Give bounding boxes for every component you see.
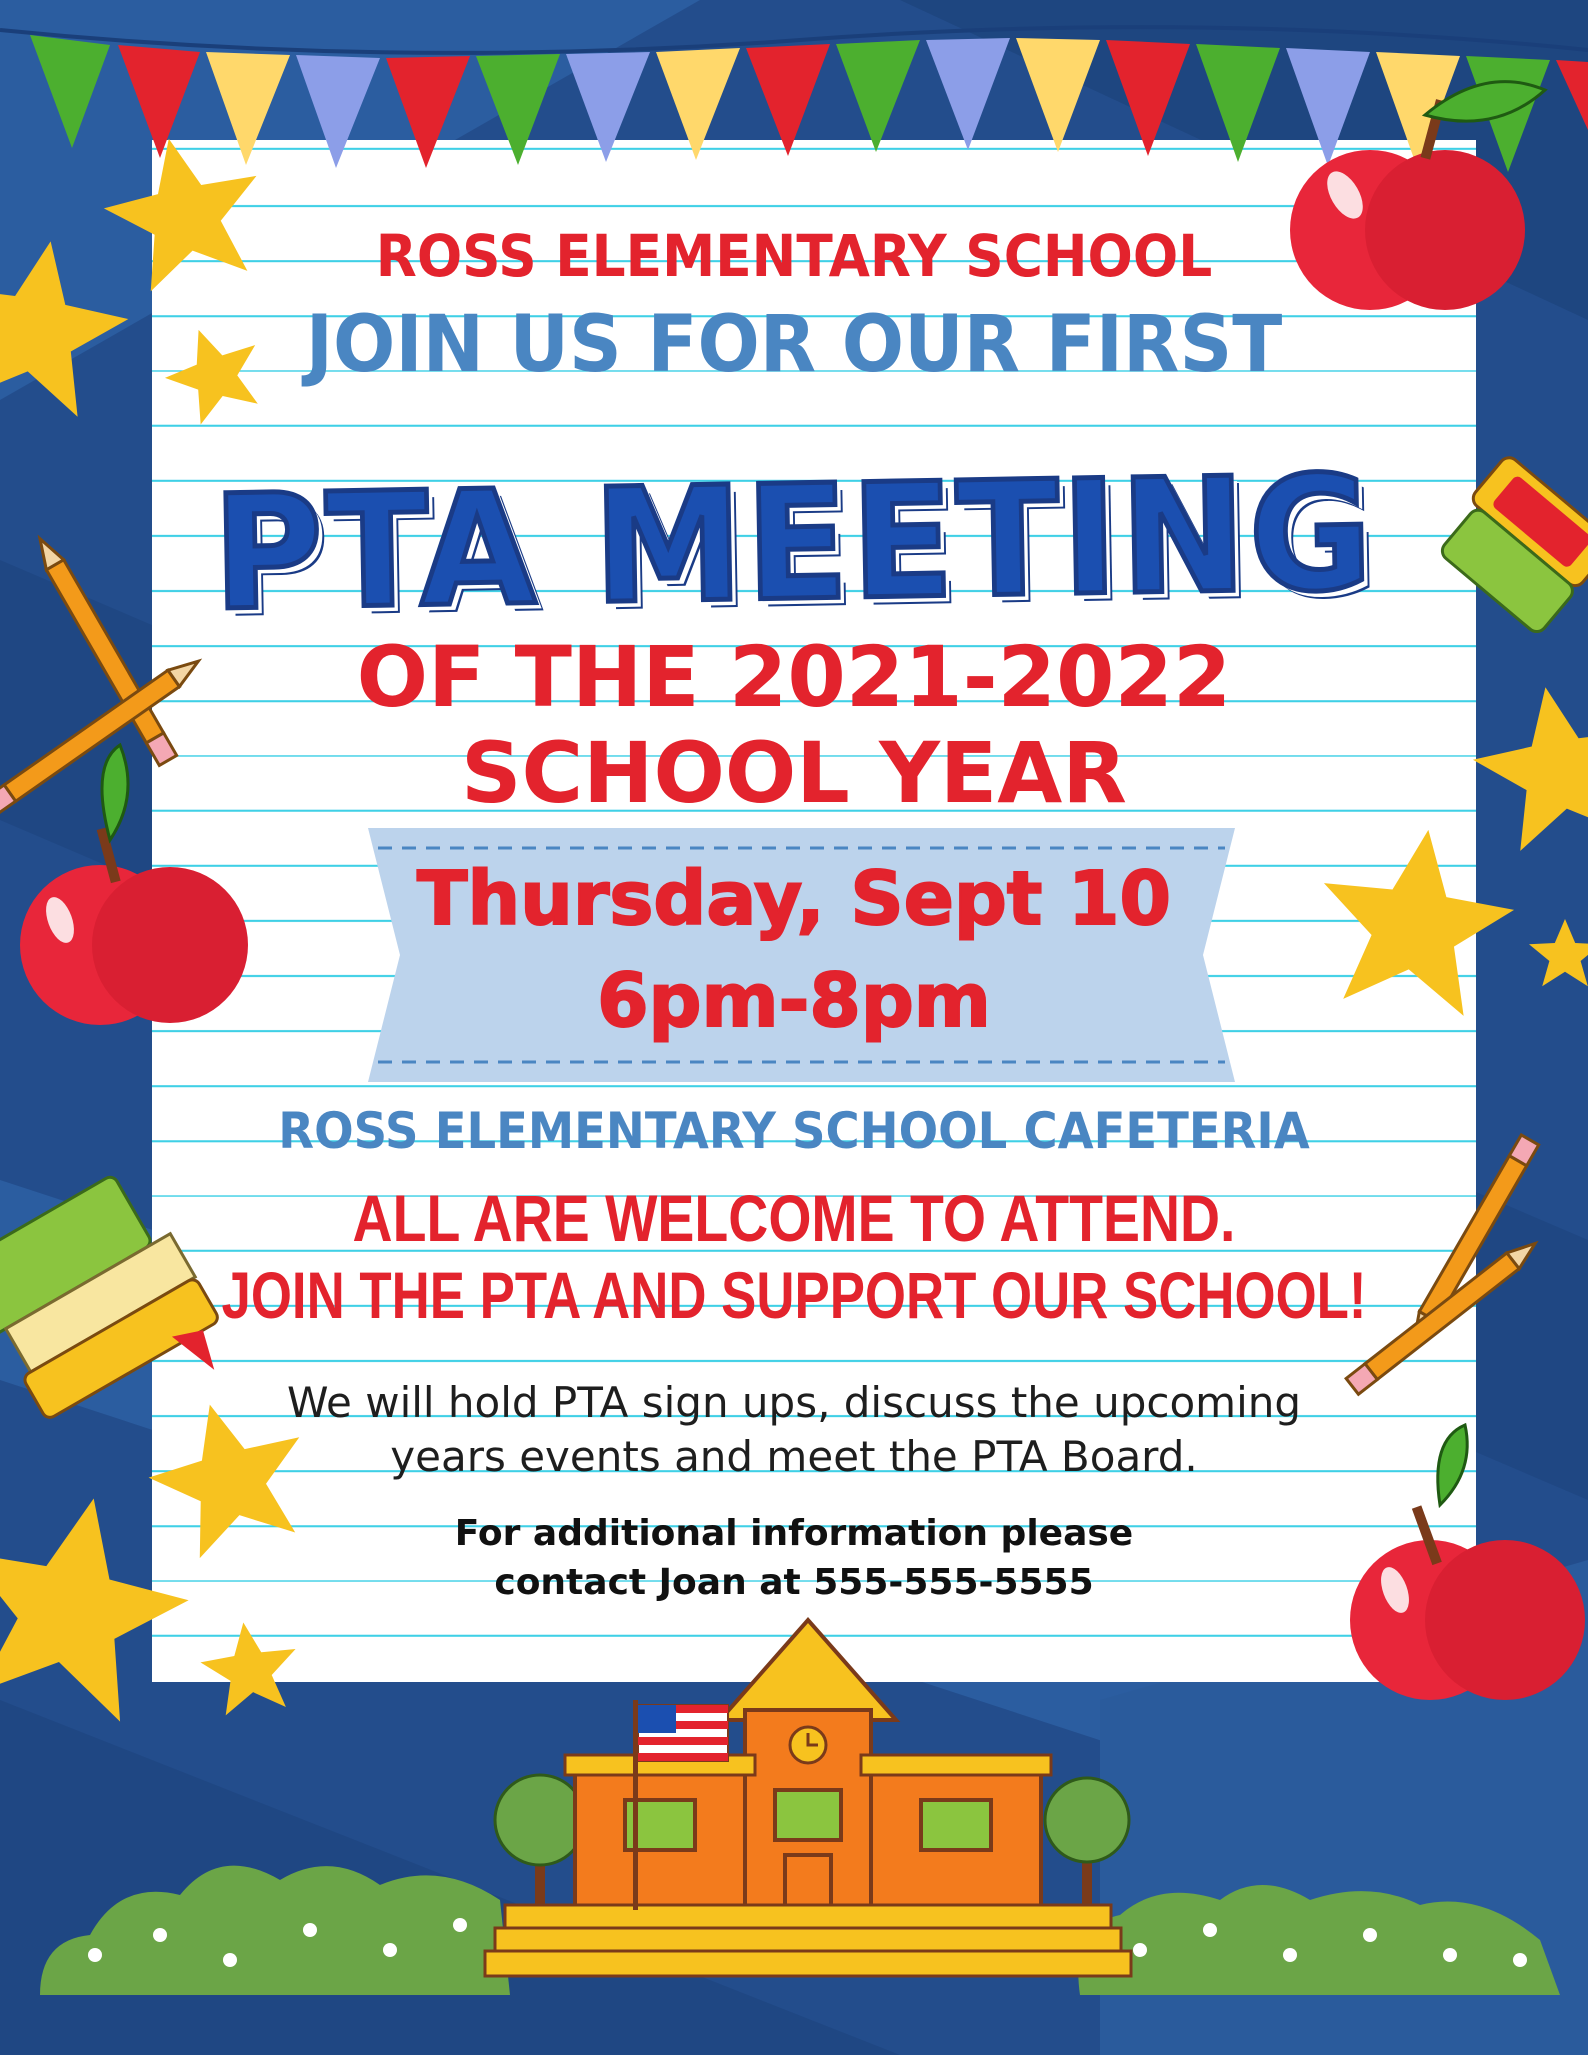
contact-line-1: For additional information please [454, 1513, 1134, 1554]
details-line-1: We will hold PTA sign ups, discuss the upcoming [286, 1378, 1302, 1427]
invite-heading: JOIN US FOR OUR FIRST [305, 300, 1283, 390]
school-building-icon [485, 1620, 1131, 1976]
event-date: Thursday, Sept 10 [417, 856, 1171, 942]
year-line-1: OF THE 2021-2022 [356, 628, 1232, 726]
event-title: PTA MEETING [211, 441, 1377, 647]
details-line-2: years events and meet the PTA Board. [390, 1432, 1198, 1481]
event-location: ROSS ELEMENTARY SCHOOL CAFETERIA [278, 1102, 1310, 1160]
event-time: 6pm-8pm [597, 958, 991, 1044]
welcome-line-1: ALL ARE WELCOME TO ATTEND. [352, 1181, 1236, 1255]
year-line-2: SCHOOL YEAR [461, 724, 1127, 822]
contact-line-2: contact Joan at 555-555-5555 [494, 1562, 1094, 1603]
school-name: ROSS ELEMENTARY SCHOOL [375, 222, 1213, 290]
bunting-flags [0, 27, 1588, 172]
welcome-line-2: JOIN THE PTA AND SUPPORT OUR SCHOOL! [221, 1258, 1367, 1332]
